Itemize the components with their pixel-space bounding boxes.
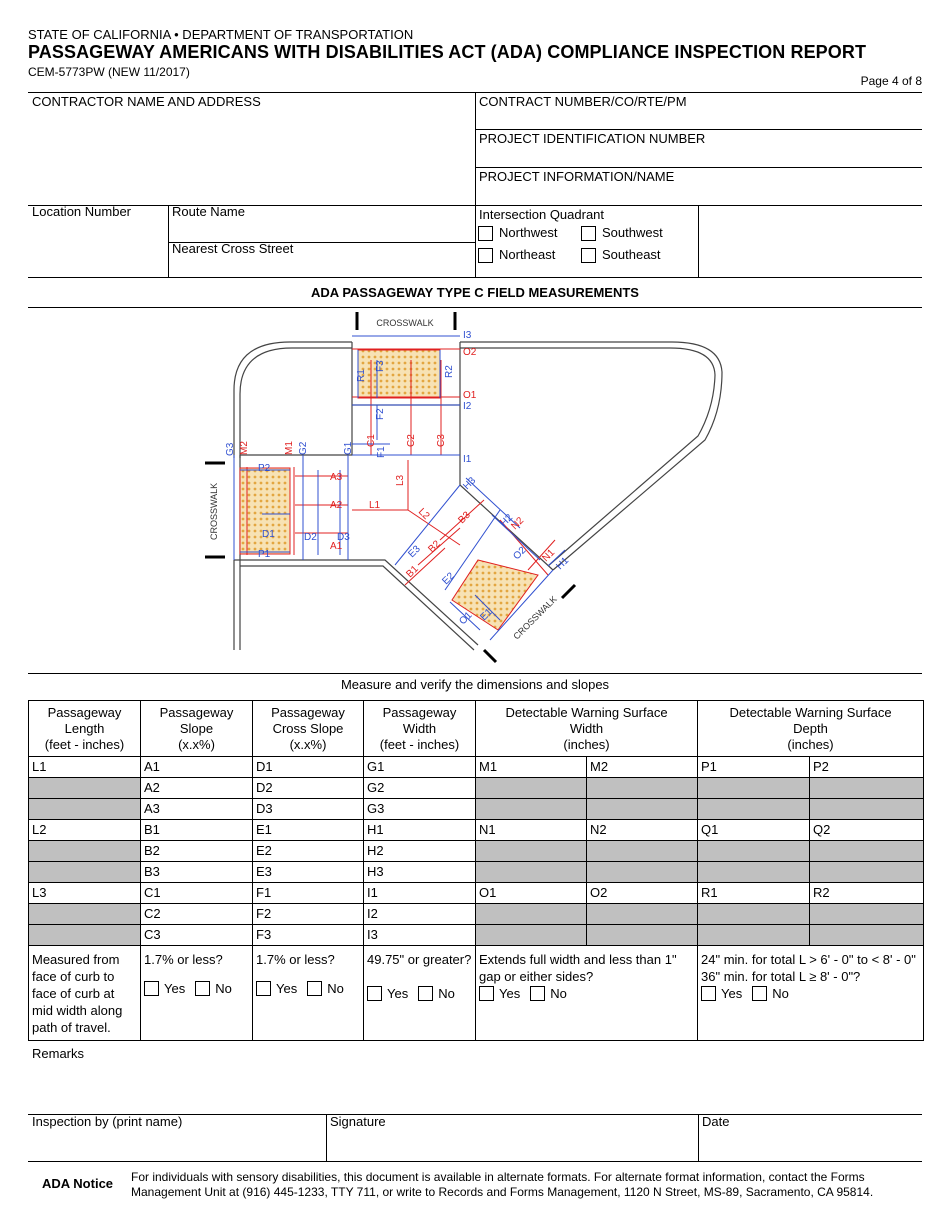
crosswalk-label: CROSSWALK xyxy=(376,318,434,328)
header-length: Passageway Length (feet - inches) xyxy=(29,701,141,757)
divider xyxy=(698,1114,699,1161)
table-cell[interactable] xyxy=(810,841,924,862)
table-cell[interactable]: D3 xyxy=(253,799,364,820)
label-o2-diag: O2 xyxy=(511,544,529,563)
table-row xyxy=(29,841,924,862)
table-cell[interactable]: P2 xyxy=(810,757,924,778)
dim-n2 xyxy=(500,520,548,575)
table-cell[interactable]: L2 xyxy=(29,820,141,841)
table-cell[interactable] xyxy=(476,841,587,862)
report-title: PASSAGEWAY AMERICANS WITH DISABILITIES ACT (ADA) COMPLIANCE INSPECTION REPORT xyxy=(28,42,867,62)
label-g2: G2 xyxy=(298,441,309,455)
criteria-measured-from: Measured from face of curb to face of curb at mid width along path of travel. xyxy=(29,946,141,1041)
label-d2: D2 xyxy=(304,532,317,543)
slope-no-checkbox[interactable] xyxy=(195,981,210,996)
table-cell[interactable] xyxy=(587,799,698,820)
table-cell[interactable]: I3 xyxy=(364,925,476,946)
table-cell[interactable]: F1 xyxy=(253,883,364,904)
table-cell[interactable] xyxy=(587,925,698,946)
nearest-cross-street-label: Nearest Cross Street xyxy=(172,241,294,256)
table-cell[interactable] xyxy=(587,841,698,862)
table-cell[interactable] xyxy=(698,925,810,946)
table-row xyxy=(29,757,924,778)
label-c3: C3 xyxy=(436,434,447,447)
label-o1: O1 xyxy=(463,390,477,401)
table-cell[interactable]: G1 xyxy=(364,757,476,778)
remarks-label: Remarks xyxy=(32,1046,85,1061)
page-number: Page 4 of 8 xyxy=(860,74,922,88)
label-a1: A1 xyxy=(330,541,343,552)
label-i1: I1 xyxy=(463,454,472,465)
table-cell[interactable]: Q2 xyxy=(810,820,924,841)
table-cell[interactable] xyxy=(810,862,924,883)
table-cell[interactable] xyxy=(29,799,141,820)
measure-title: Measure and verify the dimensions and slopes xyxy=(340,677,610,692)
table-cell[interactable]: H2 xyxy=(364,841,476,862)
southwest-label: Southwest xyxy=(602,225,663,240)
header-cross-slope: Passageway Cross Slope (x.x%) xyxy=(253,701,364,757)
table-cell[interactable]: P1 xyxy=(698,757,810,778)
no-label: No xyxy=(438,986,455,1001)
table-cell[interactable]: E3 xyxy=(253,862,364,883)
table-cell[interactable]: B2 xyxy=(141,841,253,862)
inspection-by-label: Inspection by (print name) xyxy=(32,1114,183,1129)
criteria-slope xyxy=(141,946,253,1041)
table-cell[interactable]: H1 xyxy=(364,820,476,841)
label-d3: D3 xyxy=(337,532,350,543)
label-f2: F2 xyxy=(375,408,386,420)
table-cell[interactable] xyxy=(810,799,924,820)
label-i3: I3 xyxy=(463,330,472,341)
curb-line xyxy=(460,342,722,573)
label-b1: B1 xyxy=(404,563,421,581)
southeast-label: Southeast xyxy=(602,247,661,262)
crosswalk-label: CROSSWALK xyxy=(511,593,559,642)
yes-label: Yes xyxy=(276,981,298,996)
criteria-dws-depth-text-2: 36" min. for total L ≥ 8' - 0"? xyxy=(701,969,861,984)
divider xyxy=(28,673,922,674)
yes-label: Yes xyxy=(164,981,186,996)
table-cell[interactable]: G2 xyxy=(364,778,476,799)
crosswalk-label: CROSSWALK xyxy=(209,482,219,540)
no-label: No xyxy=(550,986,567,1001)
criteria-dws-depth-text-1: 24" min. for total L > 6' - 0" to < 8' - 0" xyxy=(701,952,916,967)
northeast-label: Northeast xyxy=(499,247,556,262)
table-cell[interactable] xyxy=(587,904,698,925)
curb-line xyxy=(234,560,240,650)
table-cell[interactable]: E1 xyxy=(253,820,364,841)
table-cell[interactable]: O2 xyxy=(587,883,698,904)
no-label: No xyxy=(327,981,344,996)
label-r1: R1 xyxy=(356,369,367,382)
table-cell[interactable]: A3 xyxy=(141,799,253,820)
project-info-label: PROJECT INFORMATION/NAME xyxy=(479,169,675,184)
table-cell[interactable]: G3 xyxy=(364,799,476,820)
table-cell[interactable]: M2 xyxy=(587,757,698,778)
table-cell[interactable]: N1 xyxy=(476,820,587,841)
table-cell[interactable]: H3 xyxy=(364,862,476,883)
label-m1: M1 xyxy=(284,441,295,455)
contractor-label: CONTRACTOR NAME AND ADDRESS xyxy=(32,94,261,109)
label-i2: I2 xyxy=(463,401,472,412)
label-g3: G3 xyxy=(225,442,236,456)
label-a2: A2 xyxy=(330,500,343,511)
location-number-label: Location Number xyxy=(32,204,131,219)
table-row xyxy=(29,799,924,820)
criteria-cross-slope-text: 1.7% or less? xyxy=(256,952,335,967)
curb-line xyxy=(234,560,478,650)
table-cell[interactable] xyxy=(29,841,141,862)
label-l3: L3 xyxy=(395,474,406,486)
table-cell[interactable] xyxy=(698,904,810,925)
criteria-slope-text: 1.7% or less? xyxy=(144,952,223,967)
table-row xyxy=(29,925,924,946)
table-cell[interactable]: D1 xyxy=(253,757,364,778)
curb-line xyxy=(240,348,352,458)
route-name-label: Route Name xyxy=(172,204,245,219)
no-label: No xyxy=(215,981,232,996)
table-cell[interactable] xyxy=(810,904,924,925)
yes-label: Yes xyxy=(721,986,743,1001)
header-dws-width: Detectable Warning Surface Width (inches) xyxy=(476,701,698,757)
divider xyxy=(326,1114,327,1161)
dws-depth-no-checkbox[interactable] xyxy=(752,986,767,1001)
label-l2: L2 xyxy=(415,506,432,522)
table-cell[interactable]: D2 xyxy=(253,778,364,799)
label-h3: H3 xyxy=(461,475,479,493)
curb-line xyxy=(460,348,715,566)
section-title: ADA PASSAGEWAY TYPE C FIELD MEASUREMENTS xyxy=(311,285,639,300)
table-cell[interactable] xyxy=(810,925,924,946)
table-row xyxy=(29,904,924,925)
table-cell[interactable]: A2 xyxy=(141,778,253,799)
table-cell[interactable] xyxy=(29,904,141,925)
table-cell[interactable]: N2 xyxy=(587,820,698,841)
label-p1: P1 xyxy=(258,549,271,560)
table-cell[interactable]: I1 xyxy=(364,883,476,904)
label-m2: M2 xyxy=(239,441,250,455)
table-cell[interactable] xyxy=(476,799,587,820)
cross-slope-yes-checkbox[interactable] xyxy=(256,981,271,996)
dws-depth-yes-checkbox[interactable] xyxy=(701,986,716,1001)
label-f3: F3 xyxy=(375,360,386,372)
criteria-cross-slope xyxy=(253,946,364,1041)
dws-width-no-checkbox[interactable] xyxy=(530,986,545,1001)
criteria-width xyxy=(364,946,476,1041)
table-cell[interactable]: C1 xyxy=(141,883,253,904)
divider xyxy=(28,1161,922,1162)
label-f1: F1 xyxy=(376,446,387,458)
table-cell[interactable] xyxy=(698,862,810,883)
crosswalk-marker xyxy=(562,585,575,598)
table-cell[interactable] xyxy=(587,778,698,799)
table-cell[interactable]: A1 xyxy=(141,757,253,778)
dws-width-yes-checkbox[interactable] xyxy=(479,986,494,1001)
table-cell[interactable]: L1 xyxy=(29,757,141,778)
label-b3: B3 xyxy=(456,509,473,527)
table-cell[interactable]: B1 xyxy=(141,820,253,841)
slope-yes-checkbox[interactable] xyxy=(144,981,159,996)
table-row xyxy=(29,883,924,904)
table-cell[interactable] xyxy=(698,799,810,820)
form-number: CEM-5773PW (NEW 11/2017) xyxy=(28,65,190,79)
table-header-row xyxy=(29,701,924,757)
label-d1: D1 xyxy=(262,529,275,540)
table-cell[interactable]: F3 xyxy=(253,925,364,946)
table-cell[interactable]: O1 xyxy=(476,883,587,904)
project-id-label: PROJECT IDENTIFICATION NUMBER xyxy=(479,131,706,146)
table-cell[interactable] xyxy=(810,778,924,799)
cross-slope-no-checkbox[interactable] xyxy=(307,981,322,996)
ada-notice-text: For individuals with sensory disabilities, this document is available in alternate formats. For alternate format information, contact the Forms Management Unit at (916) 445-1233, TTY 711, or write to Records and Forms Management, 1120 N Street, MS-89, Sacramento, CA 95814. xyxy=(131,1170,874,1199)
label-h1: H1 xyxy=(554,555,572,573)
table-cell[interactable]: Q1 xyxy=(698,820,810,841)
northwest-label: Northwest xyxy=(499,225,558,240)
no-label: No xyxy=(772,986,789,1001)
label-o2: O2 xyxy=(463,347,477,358)
table-cell[interactable] xyxy=(698,841,810,862)
criteria-row xyxy=(29,946,924,1041)
table-cell[interactable]: R1 xyxy=(698,883,810,904)
table-cell[interactable] xyxy=(476,925,587,946)
table-cell[interactable]: C3 xyxy=(141,925,253,946)
agency-line: STATE OF CALIFORNIA • DEPARTMENT OF TRANSPORTATION xyxy=(28,27,414,42)
label-l1: L1 xyxy=(369,500,381,511)
table-cell[interactable] xyxy=(29,862,141,883)
label-g1: G1 xyxy=(343,441,354,455)
date-label: Date xyxy=(702,1114,730,1129)
table-cell[interactable]: I2 xyxy=(364,904,476,925)
width-yes-checkbox[interactable] xyxy=(367,986,382,1001)
table-cell[interactable] xyxy=(29,778,141,799)
measurements-table xyxy=(28,700,924,1041)
yes-label: Yes xyxy=(387,986,409,1001)
curb-line xyxy=(234,342,352,458)
ada-notice-label: ADA Notice xyxy=(42,1176,114,1191)
label-b2: B2 xyxy=(426,538,443,556)
label-e1: E1 xyxy=(478,606,495,624)
crosswalk-marker xyxy=(484,650,496,662)
table-cell[interactable]: F2 xyxy=(253,904,364,925)
dws-top xyxy=(358,350,440,398)
label-n1: N1 xyxy=(540,547,558,565)
label-c1: C1 xyxy=(366,434,377,447)
contract-number-label: CONTRACT NUMBER/CO/RTE/PM xyxy=(479,94,687,109)
intersection-quadrant-label: Intersection Quadrant xyxy=(479,207,605,222)
width-no-checkbox[interactable] xyxy=(418,986,433,1001)
table-row xyxy=(29,778,924,799)
table-cell[interactable]: M1 xyxy=(476,757,587,778)
label-o1-diag: O1 xyxy=(457,609,475,628)
table-cell[interactable] xyxy=(476,904,587,925)
table-row xyxy=(29,820,924,841)
table-cell[interactable]: C2 xyxy=(141,904,253,925)
table-cell[interactable]: L3 xyxy=(29,883,141,904)
label-p2: P2 xyxy=(258,463,271,474)
table-cell[interactable] xyxy=(29,925,141,946)
dim-e3 xyxy=(395,485,460,565)
label-e3: E3 xyxy=(406,543,423,561)
label-e2: E2 xyxy=(440,570,457,588)
label-h2: H2 xyxy=(498,512,516,530)
table-cell[interactable] xyxy=(476,862,587,883)
label-r2: R2 xyxy=(444,365,455,378)
table-cell[interactable]: B3 xyxy=(141,862,253,883)
criteria-width-text: 49.75" or greater? xyxy=(367,952,472,967)
table-row xyxy=(29,862,924,883)
table-cell[interactable] xyxy=(476,778,587,799)
table-cell[interactable]: R2 xyxy=(810,883,924,904)
signature-label: Signature xyxy=(330,1114,386,1129)
table-cell[interactable] xyxy=(587,862,698,883)
label-n2: N2 xyxy=(509,515,527,533)
criteria-dws-width xyxy=(476,946,698,1041)
yes-label: Yes xyxy=(499,986,521,1001)
table-cell[interactable] xyxy=(698,778,810,799)
criteria-dws-width-text: Extends full width and less than 1" gap or either sides? xyxy=(479,952,677,984)
header-width: Passageway Width (feet - inches) xyxy=(364,701,476,757)
label-a3: A3 xyxy=(330,472,343,483)
header-dws-depth: Detectable Warning Surface Depth (inches) xyxy=(698,701,924,757)
label-c2: C2 xyxy=(406,434,417,447)
header-slope: Passageway Slope (x.x%) xyxy=(141,701,253,757)
table-cell[interactable]: E2 xyxy=(253,841,364,862)
criteria-dws-depth xyxy=(698,946,924,1041)
